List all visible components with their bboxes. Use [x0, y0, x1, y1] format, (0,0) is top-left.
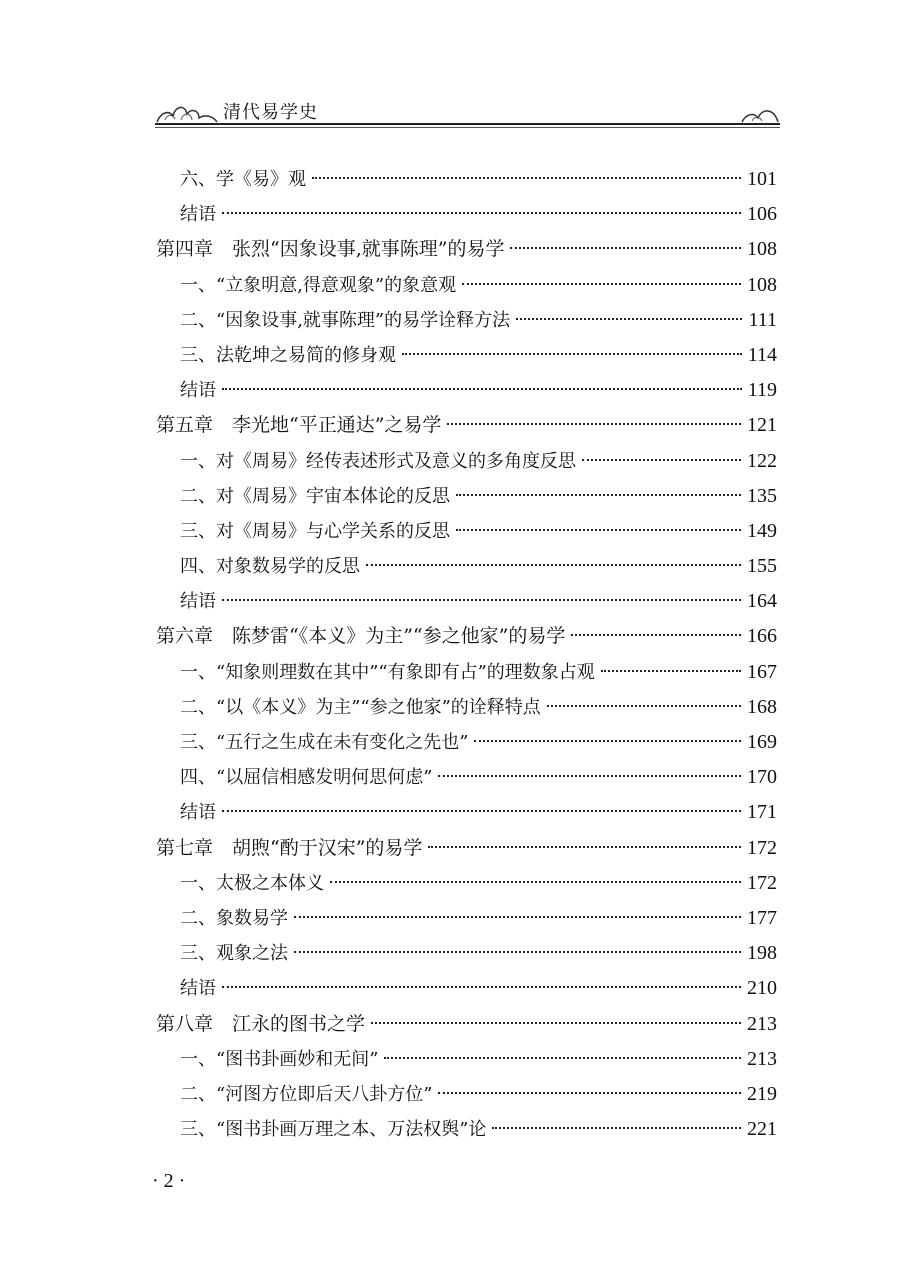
dot-leader — [294, 916, 741, 918]
toc-entry-page: 168 — [747, 695, 777, 718]
toc-entry-label: 结语 — [180, 978, 216, 1000]
toc-entry-label: 第七章 胡煦“酌于汉宋”的易学 — [156, 836, 423, 859]
dot-leader — [222, 388, 742, 390]
toc-entry-label: 二、对《周易》宇宙本体论的反思 — [180, 485, 450, 507]
dot-leader — [428, 846, 741, 848]
toc-section-entry — [156, 162, 777, 197]
toc-entry-page: 210 — [747, 977, 777, 1000]
toc-entry-label: 结语 — [180, 802, 216, 824]
dot-leader — [547, 705, 741, 707]
toc-entry-label: 一、“图书卦画妙和无间” — [180, 1048, 379, 1070]
toc-section-entry — [156, 725, 777, 760]
table-of-contents — [156, 162, 777, 1147]
toc-entry-page: 111 — [748, 308, 777, 331]
toc-section-entry — [156, 936, 777, 971]
toc-section-entry — [156, 795, 777, 830]
dot-leader — [222, 986, 741, 988]
toc-entry-page: 213 — [747, 1047, 777, 1070]
toc-section-entry — [156, 373, 777, 408]
toc-entry-label: 三、法乾坤之易简的修身观 — [180, 344, 396, 366]
toc-section-entry — [156, 1077, 777, 1112]
toc-section-entry — [156, 584, 777, 619]
toc-section-entry — [156, 514, 777, 549]
dot-leader — [456, 529, 741, 531]
toc-entry-label: 四、对象数易学的反思 — [180, 556, 360, 578]
dot-leader — [222, 810, 741, 812]
toc-entry-label: 一、对《周易》经传表述形式及意义的多角度反思 — [180, 450, 576, 472]
dot-leader — [510, 247, 741, 249]
toc-section-entry — [156, 303, 777, 338]
toc-chapter-entry — [156, 1007, 777, 1042]
dot-leader — [222, 599, 741, 601]
toc-entry-page: 135 — [747, 484, 777, 507]
toc-section-entry — [156, 971, 777, 1006]
toc-chapter-entry — [156, 831, 777, 866]
dot-leader — [402, 353, 742, 355]
dot-leader — [601, 670, 741, 672]
dot-leader — [516, 318, 742, 320]
dot-leader — [571, 634, 741, 636]
dot-leader — [366, 564, 741, 566]
dot-leader — [312, 177, 741, 179]
toc-entry-page: 221 — [747, 1118, 777, 1141]
dot-leader — [330, 881, 741, 883]
running-header — [155, 88, 780, 128]
dot-leader — [371, 1022, 741, 1024]
toc-entry-page: 108 — [747, 273, 777, 296]
toc-chapter-entry — [156, 408, 777, 443]
toc-entry-label: 三、对《周易》与心学关系的反思 — [180, 520, 450, 542]
toc-entry-label: 二、“以《本义》为主”“参之他家”的诠释特点 — [180, 696, 541, 718]
dot-leader — [438, 1092, 741, 1094]
dot-leader — [462, 283, 741, 285]
toc-section-entry — [156, 690, 777, 725]
toc-entry-page: 213 — [747, 1012, 777, 1035]
toc-section-entry — [156, 1042, 777, 1077]
toc-section-entry — [156, 866, 777, 901]
header-rule-thin — [155, 127, 780, 128]
toc-entry-label: 二、“因象设事,就事陈理”的易学诠释方法 — [180, 309, 511, 331]
toc-section-entry — [156, 444, 777, 479]
toc-entry-label: 结语 — [180, 204, 216, 226]
toc-entry-label: 结语 — [180, 380, 216, 402]
toc-entry-page: 172 — [747, 871, 777, 894]
toc-entry-page: 167 — [747, 660, 777, 683]
toc-entry-label: 四、“以屈信相感发明何思何虑” — [180, 767, 433, 789]
toc-entry-page: 171 — [747, 801, 777, 824]
toc-entry-label: 一、太极之本体义 — [180, 872, 324, 894]
toc-entry-label: 二、“河图方位即后天八卦方位” — [180, 1083, 433, 1105]
dot-leader — [492, 1127, 741, 1129]
dot-leader — [294, 951, 741, 953]
toc-section-entry — [156, 268, 777, 303]
toc-entry-page: 177 — [747, 906, 777, 929]
toc-entry-label: 三、观象之法 — [180, 943, 288, 965]
toc-entry-label: 第四章 张烈“因象设事,就事陈理”的易学 — [156, 238, 505, 261]
toc-section-entry — [156, 655, 777, 690]
toc-entry-page: 172 — [747, 836, 777, 859]
dot-leader — [474, 740, 741, 742]
toc-entry-page: 169 — [747, 731, 777, 753]
dot-leader — [438, 775, 741, 777]
dot-leader — [582, 459, 741, 461]
page-number: · 2 · — [152, 1170, 186, 1192]
book-title: 清代易学史 — [223, 102, 318, 123]
toc-section-entry — [156, 760, 777, 795]
dot-leader — [456, 494, 741, 496]
toc-chapter-entry — [156, 619, 777, 654]
toc-entry-page: 166 — [747, 625, 777, 648]
toc-chapter-entry — [156, 232, 777, 267]
cloud-ornament-icon — [155, 92, 219, 124]
toc-entry-page: 106 — [747, 203, 777, 226]
toc-entry-label: 第六章 陈梦雷“《本义》为主”“参之他家”的易学 — [156, 625, 566, 648]
dot-leader — [447, 423, 741, 425]
header-rule — [155, 123, 780, 125]
toc-entry-label: 三、“图书卦画万理之本、万法权舆”论 — [180, 1119, 487, 1141]
toc-entry-label: 二、象数易学 — [180, 907, 288, 929]
toc-section-entry — [156, 197, 777, 232]
toc-entry-label: 六、学《易》观 — [180, 169, 306, 190]
toc-entry-page: 170 — [747, 766, 777, 789]
toc-entry-label: 三、“五行之生成在未有变化之先也” — [180, 732, 469, 753]
dot-leader — [384, 1057, 741, 1059]
cloud-ornament-icon — [740, 92, 780, 124]
toc-entry-page: 122 — [747, 449, 777, 472]
toc-entry-page: 101 — [747, 168, 777, 190]
toc-entry-label: 结语 — [180, 591, 216, 613]
toc-section-entry — [156, 479, 777, 514]
toc-entry-page: 114 — [747, 343, 777, 366]
toc-section-entry — [156, 1112, 777, 1147]
toc-entry-page: 164 — [747, 590, 777, 613]
toc-entry-page: 155 — [747, 555, 777, 578]
toc-entry-label: 第八章 江永的图书之学 — [156, 1012, 366, 1035]
toc-section-entry — [156, 901, 777, 936]
toc-entry-page: 149 — [747, 519, 777, 542]
dot-leader — [222, 212, 741, 214]
toc-entry-page: 108 — [747, 238, 777, 261]
toc-section-entry — [156, 549, 777, 584]
toc-section-entry — [156, 338, 777, 373]
toc-entry-page: 198 — [747, 942, 777, 965]
toc-entry-label: 一、“立象明意,得意观象”的象意观 — [180, 274, 457, 296]
toc-entry-page: 121 — [747, 414, 777, 437]
toc-entry-label: 第五章 李光地“平正通达”之易学 — [156, 414, 442, 437]
toc-entry-label: 一、“知象则理数在其中”“有象即有占”的理数象占观 — [180, 661, 595, 683]
toc-entry-page: 219 — [747, 1082, 777, 1105]
toc-entry-page: 119 — [747, 379, 777, 402]
